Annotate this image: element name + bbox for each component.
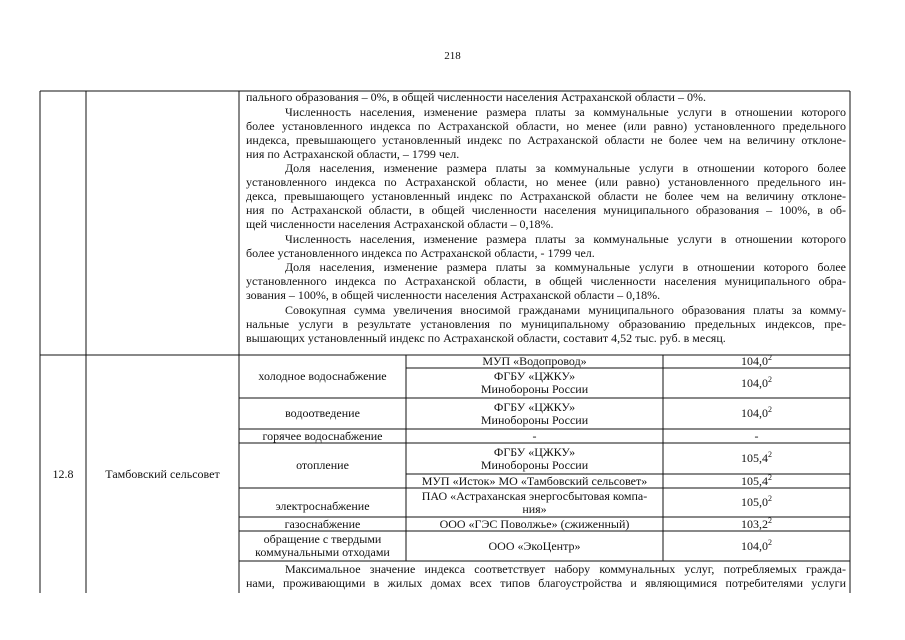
index-cell — [663, 474, 850, 488]
text-line: Совокупная сумма увеличения вносимой гражданами муниципального образования платы за комму- — [285, 303, 846, 317]
provider-hot-water-dash: - — [532, 428, 537, 443]
index-cell — [663, 429, 850, 443]
provider-cell — [406, 443, 663, 474]
provider-istok: МУП «Исток» МО «Тамбовский сельсовет» — [421, 473, 648, 488]
index-cell — [663, 517, 850, 531]
footnote-marker: 2 — [768, 537, 772, 547]
text-line: Доля населения, изменение размера платы за коммунальные услуги в отношении которого более — [285, 161, 846, 175]
provider-cell — [406, 474, 663, 488]
provider-ministry: Минобороны России — [480, 412, 589, 427]
service-cell — [239, 443, 406, 488]
index-value: 105,4$^2$ — [741, 450, 772, 465]
provider-cell — [406, 429, 663, 443]
text-line: установленного индекса по Астраханской области, но менее (или равно) установленного предельного ин- — [246, 175, 846, 190]
service-cell — [239, 355, 406, 398]
paragraph-6 — [246, 303, 846, 345]
provider-ministry: Минобороны России — [480, 457, 589, 472]
index-cell — [663, 355, 850, 368]
text-line: ния по Астраханской области, в общей численности населения муниципального образования – 100%, в об- — [246, 203, 846, 218]
service-hot-water: горячее водоснабжение — [262, 428, 383, 443]
municipality-name: Тамбовский сельсовет — [105, 466, 220, 481]
provider-energo-line-1: ПАО «Астраханская энергосбытовая компа- — [421, 488, 648, 503]
paragraph-bottom — [246, 562, 846, 590]
footnote-marker: 2 — [768, 353, 772, 362]
service-cell — [239, 488, 406, 517]
service-cell — [239, 398, 406, 429]
municipality-name-cell — [86, 355, 239, 593]
index-value: 105,4$^2$ — [741, 472, 772, 488]
service-waste-line-2: коммунальными отходами — [255, 545, 390, 559]
footnote-marker: 2 — [768, 494, 772, 503]
index-value-dash: - — [754, 428, 759, 443]
provider-cell — [406, 355, 663, 368]
paragraph-3 — [246, 161, 846, 231]
provider-czhku: ФГБУ «ЦЖКУ» — [493, 444, 576, 459]
row-number-cell — [40, 355, 86, 593]
text-line: вышающих установленный индекс по Астраханской области, составит 4,52 тыс. руб. в месяц. — [246, 331, 726, 346]
text-line: Численность населения, изменение размера платы за коммунальные услуги в отношении которого — [285, 104, 846, 119]
service-cell — [239, 517, 406, 531]
service-drainage: водоотведение — [285, 406, 360, 420]
service-cell — [239, 531, 406, 561]
text-line: нальные услуги в результате установления по муниципальному образованию предельных индексов, пре- — [246, 317, 846, 332]
provider-cell — [406, 517, 663, 531]
provider-ministry: Минобороны России — [480, 382, 589, 396]
text-line: установленного индекса по Астраханской области, в общей численности населения муниципального обра- — [246, 274, 846, 289]
row-number: 12.8 — [52, 466, 74, 481]
footnote-marker: 2 — [768, 515, 772, 525]
text-line: более установленного индекса по Астраханской области, но менее (или равно) установленного предельного — [246, 118, 846, 133]
service-electricity: электроснабжение — [275, 499, 370, 513]
service-gas: газоснабжение — [284, 516, 361, 531]
provider-cell — [406, 488, 663, 517]
paragraph-5 — [246, 260, 846, 302]
index-cell — [663, 488, 850, 517]
provider-ges: ООО «ГЭС Поволжье» (сжиженный) — [439, 516, 630, 531]
footnote-marker: 2 — [768, 450, 772, 459]
provider-energo-line-2: ния» — [522, 501, 547, 516]
paragraph-4 — [246, 232, 846, 260]
footnote-marker: 2 — [768, 405, 772, 414]
index-cell — [663, 398, 850, 429]
footnote-marker: 2 — [768, 374, 772, 384]
index-value: 104,0$^2$ — [741, 405, 772, 420]
service-waste-line-1: обращение с твердыми — [263, 532, 382, 546]
index-value: 104,0$^2$ — [741, 537, 772, 553]
provider-czhku: ФГБУ «ЦЖКУ» — [493, 399, 576, 414]
index-cell — [663, 368, 850, 398]
text-line: нами, проживающими в жилых домах всех типов благоустройства и являющимися потребителями услуги — [246, 576, 846, 591]
footnote-marker: 2 — [768, 472, 772, 482]
index-value: 103,2$^2$ — [741, 515, 772, 531]
text-line: зования – 100%, в общей численности населения Астраханской области – 0,18%. — [246, 288, 661, 303]
index-cell — [663, 443, 850, 474]
provider-vodoprovod: МУП «Водопровод» — [482, 354, 587, 368]
text-line: пального образования – 0%, в общей численности населения Астраханской области – 0%. — [246, 90, 706, 104]
text-line: индекса, превышающего установленный индекс по Астраханской области не более чем на величину отклоне- — [246, 132, 846, 147]
provider-cell — [406, 531, 663, 561]
provider-czhku: ФГБУ «ЦЖКУ» — [493, 369, 576, 383]
provider-ecocenter: ООО «ЭкоЦентр» — [488, 538, 581, 553]
text-line: щей численности населения Астраханской области – 0,18%. — [246, 217, 554, 232]
index-cell — [663, 531, 850, 561]
text-line: декса, превышающего установленный индекс по Астраханской области не более чем на величину отклоне- — [246, 189, 846, 204]
text-line: Доля населения, изменение размера платы за коммунальные услуги в отношении которого более — [285, 260, 846, 274]
text-line: ния по Астраханской области, – 1799 чел. — [246, 146, 460, 161]
text-line: Численность населения, изменение размера платы за коммунальные услуги в отношении которого — [285, 232, 846, 246]
index-value: 105,0$^2$ — [741, 494, 772, 509]
page-number: 218 — [444, 50, 461, 62]
provider-cell — [406, 368, 663, 398]
text-line: более установленного индекса по Астраханской области, - 1799 чел. — [246, 246, 595, 261]
service-cold-water: холодное водоснабжение — [258, 369, 387, 383]
service-cell — [239, 429, 406, 443]
service-heating: отопление — [296, 458, 349, 472]
index-value: 104,0$^2$ — [741, 374, 772, 390]
text-line: Максимальное значение индекса соответствует набору коммунальных услуг, потребляемых гражда- — [285, 562, 846, 576]
provider-cell — [406, 398, 663, 429]
paragraph-2 — [246, 105, 846, 161]
index-value: 104,0$^2$ — [741, 353, 772, 368]
paragraph-1 — [246, 90, 846, 104]
